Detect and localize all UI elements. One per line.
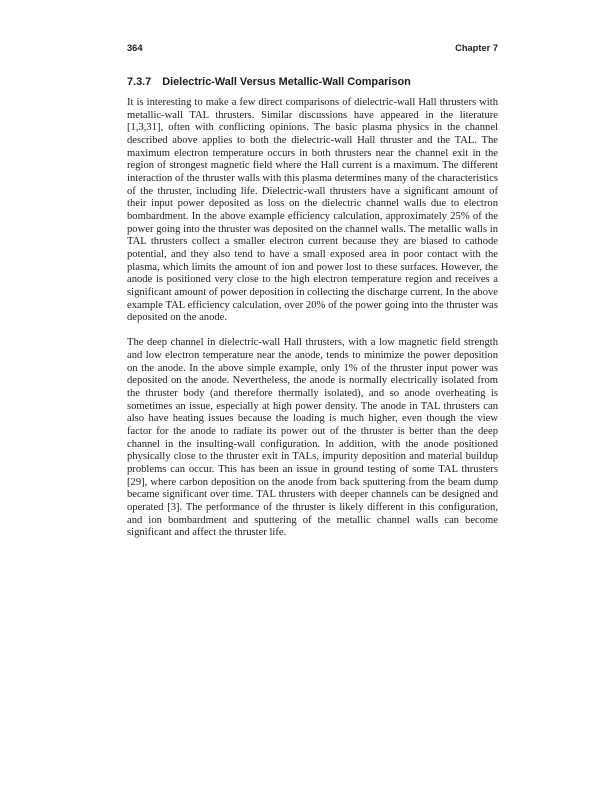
page-number: 364: [127, 43, 143, 53]
body-text: [127, 97, 498, 540]
running-header: [127, 43, 498, 53]
body-paragraph: The deep channel in dielectric-wall Hall thrusters, with a low magnetic field strength and low electron temperature near the anode, tends to minimize the power deposition on the anode. In the above simple example, only 1% of the thruster input power was deposited on the anode. Nevertheless, the anode is normally electrically isolated from the thruster body (and therefore thermally isolated), and so anode overheating is sometimes an issue, especially at high power density. The anode in TAL thrusters can also have heating issues because the loading is much higher, even though the view factor for the anode to radiate its power out of the thruster is better than the deep channel in the insulting-wall configuration. In addition, with the anode positioned physically close to the thruster exit in TALs, impurity deposition and material buildup problems can occur. This has been an issue in ground testing of some TAL thrusters [29], where carbon deposition on the anode from back sputtering from the beam dump became significant over time. TAL thrusters with deeper channels can be designed and operated [3]. The performance of the thruster is likely different in this configuration, and ion bombardment and sputtering of the metallic channel walls can become significant and affect the thruster life.: [127, 337, 498, 539]
section-title: Dielectric-Wall Versus Metallic-Wall Comparison: [162, 76, 411, 88]
body-paragraph: It is interesting to make a few direct comparisons of dielectric-wall Hall thrusters with metallic-wall TAL thrusters. Similar discussions have appeared in the literature [1,3,31], often with conflicting opinions. The basic plasma physics in the channel described above applies to both the dielectric-wall Hall thruster and the TAL. The maximum electron temperature occurs in both thrusters near the channel exit in the region of strongest magnetic field where the Hall current is a maximum. The different interaction of the thruster walls with this plasma determines many of the characteristics of the thruster, including life. Dielectric-wall thrusters have a significant amount of their input power deposited as loss on the dielectric channel walls due to electron bombardment. In the above example efficiency calculation, approximately 25% of the power going into the thruster was deposited on the channel walls. The metallic walls in TAL thrusters collect a smaller electron current because they are biased to cathode potential, and they also tend to have a small exposed area in poor contact with the plasma, which limits the amount of ion and power lost to these surfaces. However, the anode is positioned very close to the high electron temperature region and receives a significant amount of power deposition in collecting the discharge current. In the above example TAL efficiency calculation, over 20% of the power going into the thruster was deposited on the anode.: [127, 97, 498, 324]
section-heading: [127, 76, 498, 89]
section-number: 7.3.7: [127, 76, 152, 88]
chapter-label: Chapter 7: [455, 43, 498, 53]
